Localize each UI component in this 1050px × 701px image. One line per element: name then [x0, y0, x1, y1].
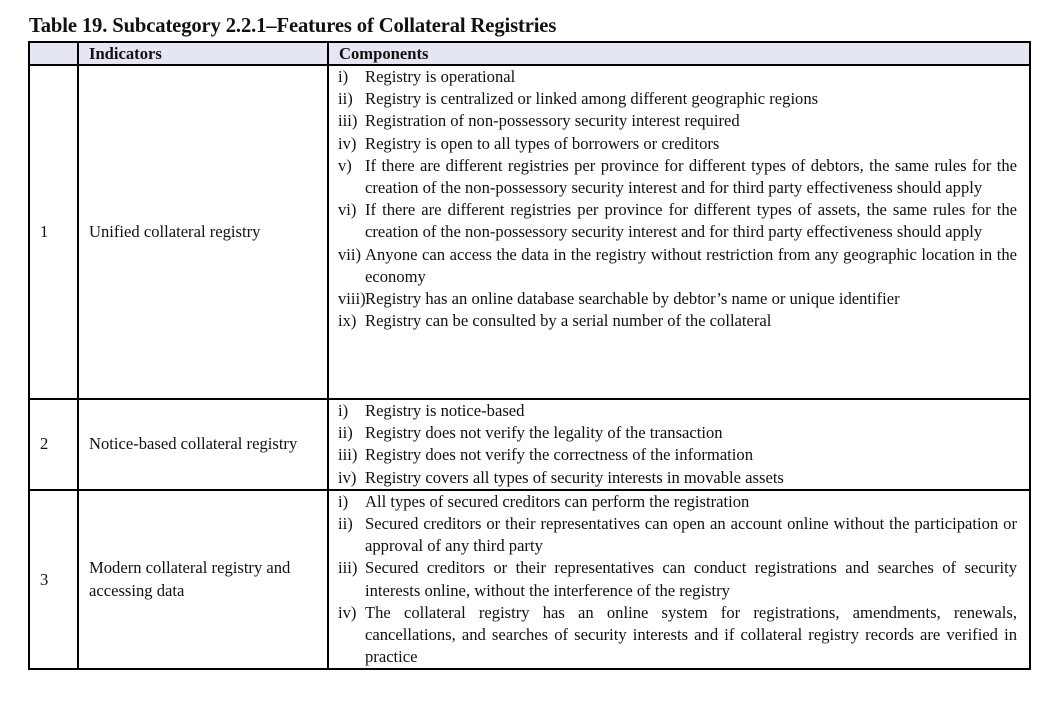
component-item — [338, 467, 1017, 489]
indicator-cell: Unified collateral registry — [78, 65, 328, 399]
indicator-cell: Modern collateral registry and accessing data — [78, 490, 328, 670]
component-text: Secured creditors or their representatives can conduct registrations and searches of security interests online, without the interference of the registry — [365, 558, 1017, 600]
component-item — [338, 602, 1017, 669]
header-components: Components — [328, 42, 1030, 65]
table-row — [29, 490, 1030, 670]
component-text: Registry has an online database searchable by debtor’s name or unique identifier — [365, 289, 900, 309]
indicator-cell: Notice-based collateral registry — [78, 399, 328, 490]
component-text: If there are different registries per province for different types of assets, the same rules for the creation of the non-possessory security interest and for third party effectiveness should apply — [365, 200, 1017, 242]
component-marker: ii) — [338, 423, 353, 443]
table-row — [29, 65, 1030, 399]
component-item — [338, 110, 1017, 132]
component-item — [338, 557, 1017, 601]
component-marker: vi) — [338, 200, 357, 220]
component-text: Registry is centralized or linked among different geographic regions — [365, 89, 819, 109]
component-text: Secured creditors or their representatives can open an account online without the participation or approval of any third party — [365, 514, 1017, 556]
component-marker: iv) — [338, 602, 357, 622]
components-list — [338, 491, 1017, 669]
component-item — [338, 88, 1017, 110]
component-item — [338, 155, 1017, 199]
component-marker: vii) — [338, 244, 362, 264]
component-item — [338, 244, 1017, 288]
component-text: Registry can be consulted by a serial number of the collateral — [365, 311, 772, 331]
component-text: Registry is operational — [365, 67, 516, 86]
component-item — [338, 444, 1017, 466]
components-cell — [328, 399, 1030, 490]
row-number: 1 — [29, 65, 78, 399]
components-cell — [328, 490, 1030, 670]
component-item — [338, 199, 1017, 243]
components-list — [338, 66, 1017, 332]
component-marker: ii) — [338, 514, 353, 534]
component-text: Registry does not verify the legality of the transaction — [365, 423, 723, 443]
component-text: All types of secured creditors can perform the registration — [365, 491, 750, 511]
components-list — [338, 400, 1017, 489]
component-marker: ix) — [338, 311, 357, 331]
component-text: Registration of non-possessory security interest required — [365, 111, 740, 131]
component-marker: i) — [338, 67, 349, 86]
component-item — [338, 400, 1017, 422]
component-text: Registry does not verify the correctness of the information — [365, 445, 754, 465]
component-item — [338, 513, 1017, 557]
component-item — [338, 310, 1017, 332]
component-marker: i) — [338, 491, 349, 511]
table-title: Table 19. Subcategory 2.2.1–Features of Collateral Registries — [29, 13, 557, 37]
component-text: Registry is notice-based — [365, 401, 525, 420]
component-item — [338, 133, 1017, 155]
component-marker: viii) — [338, 289, 366, 309]
component-marker: iii) — [338, 558, 358, 578]
component-marker: iii) — [338, 111, 358, 131]
component-marker: iv) — [338, 133, 357, 153]
table-header-row — [29, 42, 1030, 65]
row-number: 2 — [29, 399, 78, 490]
row-number: 3 — [29, 490, 78, 670]
component-item — [338, 288, 1017, 310]
component-item — [338, 491, 1017, 513]
component-marker: ii) — [338, 89, 353, 109]
component-text: Anyone can access the data in the registry without restriction from any geographic location in the economy — [365, 244, 1017, 286]
component-marker: iii) — [338, 445, 358, 465]
features-table — [28, 41, 1031, 670]
component-marker: v) — [338, 155, 352, 175]
component-text: The collateral registry has an online system for registrations, amendments, renewals, cancellations, and searches of security interests and if collateral registry records are verified in practice — [365, 602, 1017, 667]
component-item — [338, 422, 1017, 444]
component-marker: iv) — [338, 467, 357, 487]
component-text: If there are different registries per province for different types of debtors, the same rules for the creation of the non-possessory security interest and for third party effectiveness should apply — [365, 155, 1017, 198]
header-number — [29, 42, 78, 65]
component-text: Registry is open to all types of borrowers or creditors — [365, 133, 720, 153]
table-row — [29, 399, 1030, 490]
component-marker: i) — [338, 401, 349, 420]
header-indicators: Indicators — [78, 42, 328, 65]
component-item — [338, 66, 1017, 88]
components-cell — [328, 65, 1030, 399]
component-text: Registry covers all types of security interests in movable assets — [365, 467, 784, 487]
